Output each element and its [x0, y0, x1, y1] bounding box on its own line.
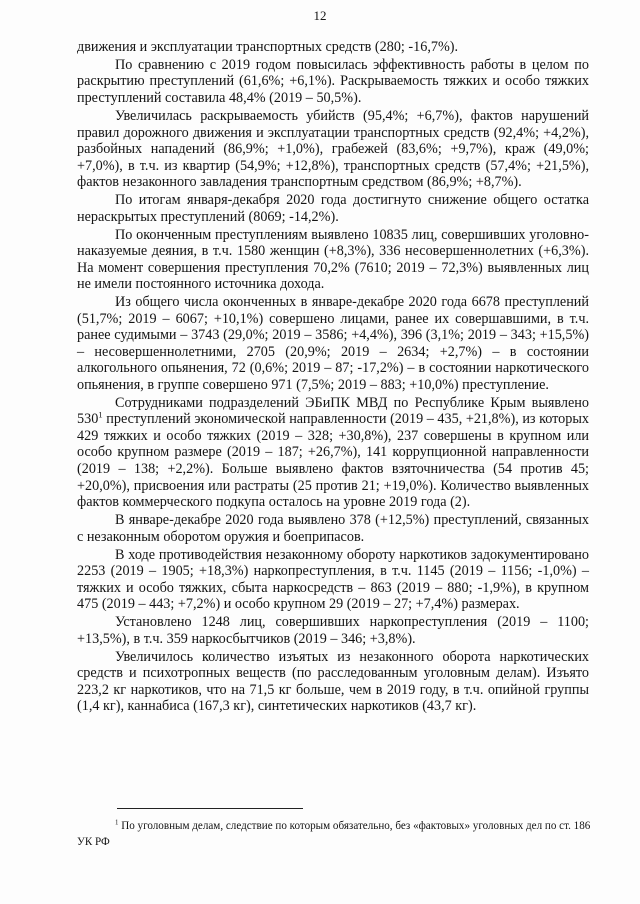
- paragraph-traffic-continuation: движения и эксплуатации транспортных средств (280; -16,7%).: [77, 39, 459, 55]
- footnote-reference: 1: [98, 409, 103, 420]
- paragraph-drug-crimes: В ходе противодействия незаконному обороту наркотиков задокументировано 2253 (2019 – 1905; +18,3%) наркопреступления, в т.ч. 1145 (2019 – 1156; -1,0%) – тяжких и особо тяжких, сбыта наркосредств – 863 (2019 – 880; -1,9%), в крупном 475 (2019 – 443; +7,2%) и особо крупном 29 (2019 – 27; +7,4%) размерах.: [77, 546, 589, 613]
- footnote-text: По уголовным делам, следствие по которым обязательно, без «фактовых» уголовных дел по ст. 186 УК РФ: [77, 820, 591, 848]
- economic-crimes-text-rest: преступлений экономической направленности (2019 – 435, +21,8%), из которых 429 тяжких и особо тяжких (2019 – 328; +30,8%), 237 совершены в крупном или особо крупном размере (2019 – 187; +26,7%), 141 коррупционной направленности (2019 – 138; +2,2%). Больше выявлено фактов взяточничества (54 против 45; +20,0%), присвоения или растраты (25 против 21; +19,0%). Количество выявленных фактов коммерческого подкупа осталось на уровне 2019 года (2).: [77, 411, 589, 511]
- paragraph-solving-efficiency: По сравнению с 2019 годом повысилась эффективность работы в целом по раскрытию преступлений (61,6%; +6,1%). Раскрываемость тяжких и особо тяжких преступлений составила 48,4% (2019 – 50,5%).: [77, 56, 589, 107]
- paragraph-drug-offenders: Установлено 1248 лиц, совершивших наркопреступления (2019 – 1100; +13,5%), в т.ч. 359 наркосбытчиков (2019 – 346; +3,8%).: [77, 614, 589, 647]
- paragraph-unsolved-remainder: По итогам января-декабря 2020 года достигнуто снижение общего остатка нераскрытых преступлений (8069; -14,2%).: [77, 192, 589, 225]
- footnote-separator: [117, 808, 303, 809]
- paragraph-identified-persons: По оконченным преступлениям выявлено 10835 лиц, совершивших уголовно-наказуемые деяния, в т.ч. 1580 женщин (+8,3%), 336 несовершеннолетних (+6,3%). На момент совершения преступления 70,2% (7610; 2019 – 72,3%) выявленных лиц не имели постоянного источника дохода.: [77, 226, 589, 293]
- footnote: [77, 819, 593, 850]
- economic-crimes-text-start: Сотрудниками подразделений ЭБиПК МВД по Республике Крым выявлено 530: [77, 394, 589, 428]
- paragraph-drug-seizures: Увеличилось количество изъятых из незаконного оборота наркотических средств и психотропных веществ (по расследованным уголовным делам). Изъято 223,2 кг наркотиков, что на 71,5 кг больше, чем в 2019 году, в т.ч. опийной группы (1,4 кг), каннабиса (167,3 кг), синтетических наркотиков (43,7 кг).: [77, 648, 589, 715]
- page-number: 12: [313, 8, 327, 23]
- footnote-mark: 1: [115, 819, 119, 827]
- paragraph-solving-rates: Увеличилась раскрываемость убийств (95,4%; +6,7%), фактов нарушений правил дорожного движения и эксплуатации транспортных средств (92,4%; +4,2%), разбойных нападений (86,9%; +1,0%), грабежей (83,6%; +9,7%), краж (49,0%; +7,0%), в т.ч. из квартир (54,9%; +12,8%), транспортных средств (57,4%; +21,5%), фактов незаконного завладения транспортным средством (86,9%; +8,7%).: [77, 107, 589, 191]
- paragraph-weapons: В январе-декабре 2020 года выявлено 378 (+12,5%) преступлений, связанных с незаконным оборотом оружия и боеприпасов.: [77, 512, 589, 545]
- paragraph-repeat-offenders: Из общего числа оконченных в январе-декабре 2020 года 6678 преступлений (51,7%; 2019 – 6067; +10,1%) совершено лицами, ранее их совершавшими, в т.ч. ранее судимыми – 3743 (29,0%; 2019 – 3586; +4,4%), 396 (3,1%; 2019 – 343; +15,5%) – несовершеннолетними, 2705 (20,9%; 2019 – 2634; +2,7%) – в состоянии алкогольного опьянения, 72 (0,6%; 2019 – 87; -17,2%) – в состоянии наркотического опьянения, в группе совершено 971 (7,5%; 2019 – 883; +10,0%) преступление.: [77, 294, 589, 393]
- paragraph-economic-crimes: [77, 395, 589, 511]
- body-text: [77, 39, 589, 716]
